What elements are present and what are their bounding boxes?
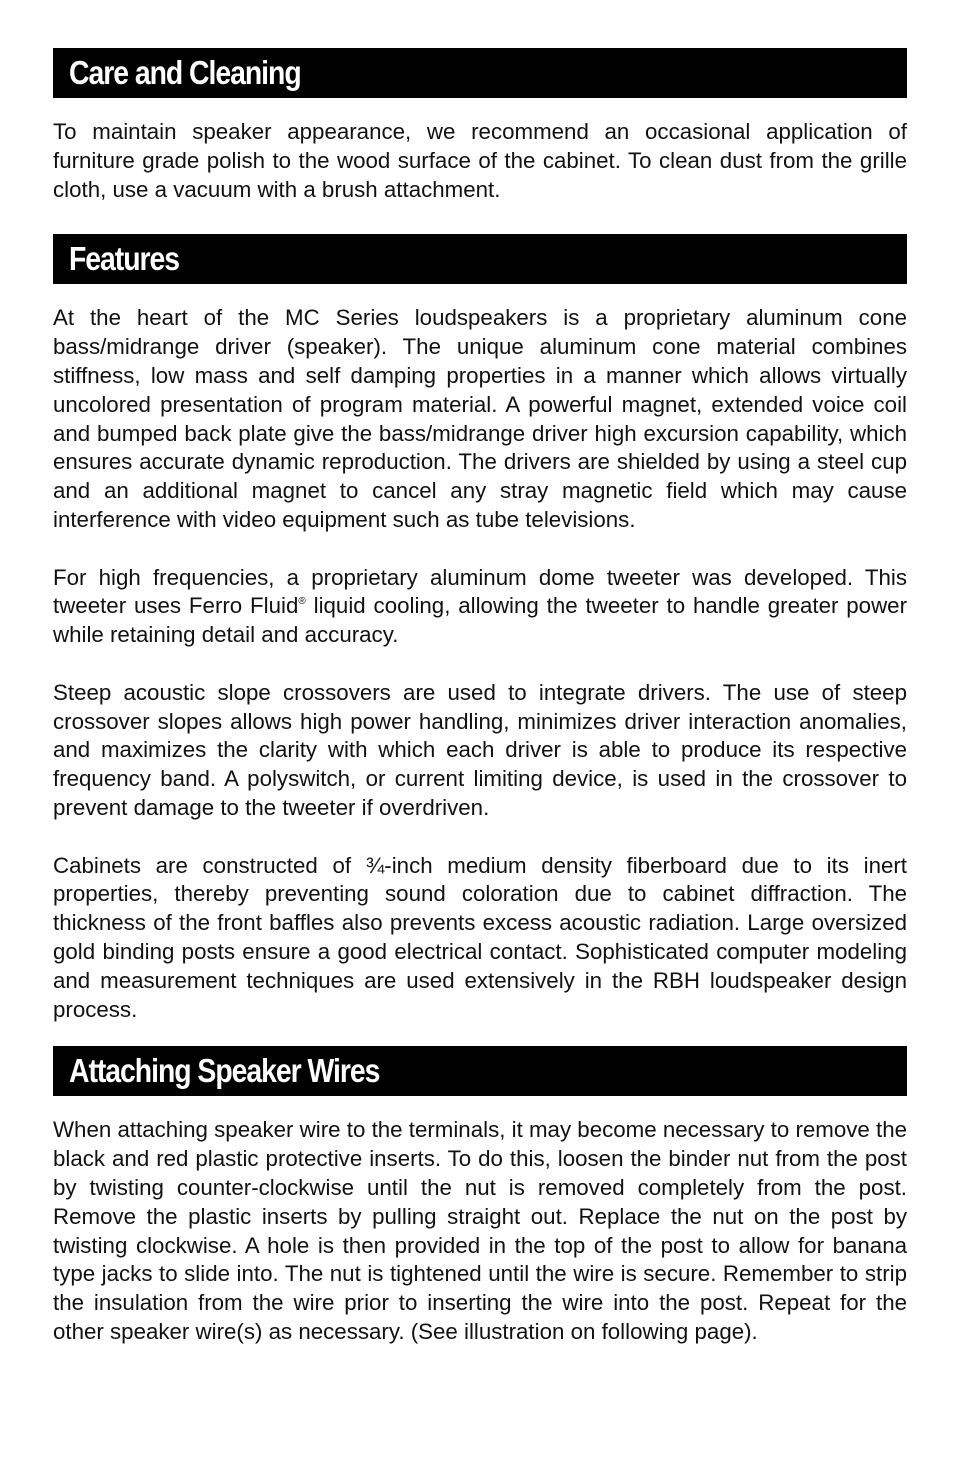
document-page <box>53 48 907 1347</box>
wiring-paragraph: When attaching speaker wire to the terminals, it may become necessary to remove the black and red plastic protective inserts. To do this, loosen the binder nut from the post by twisting counter-clockwise until the nut is removed completely from the post. Remove the plastic inserts by pulling straight out. Replace the nut on the post by twisting clockwise. A hole is then provided in the top of the post to allow for banana type jacks to slide into. The nut is tightened until the wire is secure. Remember to strip the insulation from the wire prior to inserting the wire into the post. Repeat for the other speaker wire(s) as necessary. (See illustration on following page). <box>53 1117 907 1344</box>
section-title: Features <box>69 240 180 278</box>
section-header-care-and-cleaning <box>53 48 907 98</box>
section-header-features <box>53 234 907 284</box>
section-title: Care and Cleaning <box>69 54 301 91</box>
features-paragraph-cabinet: Cabinets are constructed of ¾-inch medium density fiberboard due to its inert properties, thereby preventing sound coloration due to cabinet diffraction. The thickness of the front baffles also prevents excess acoustic radiation. Large oversized gold binding posts ensure a good electrical contact. Sophisticated computer modeling and measurement techniques are used extensively in the RBH loudspeaker design process. <box>53 852 907 1022</box>
features-paragraph-driver: At the heart of the MC Series loudspeakers is a proprietary aluminum cone bass/midrange driver (speaker). The unique aluminum cone material combines stiffness, low mass and self damping properties in a manner which allows virtually uncolored presentation of program material. A powerful magnet, extended voice coil and bumped back plate give the bass/midrange driver high excursion capability, which ensures accurate dynamic reproduction. The drivers are shielded by using a steel cup and an additional magnet to cancel any stray magnetic field which may cause interference with video equipment such as tube televisions. <box>53 305 907 532</box>
registered-mark: ® <box>298 596 306 608</box>
care-paragraph: To maintain speaker appearance, we recommend an occasional application of furniture grade polish to the wood surface of the cabinet. To clean dust from the grille cloth, use a vacuum with a brush attachment. <box>53 119 907 202</box>
section-title: Attaching Speaker Wires <box>69 1052 380 1090</box>
section-header-attaching-speaker-wires <box>53 1046 907 1096</box>
features-paragraph-crossover: Steep acoustic slope crossovers are used to integrate drivers. The use of steep crossover slopes allows high power handling, minimizes driver interaction anomalies, and maximizes the clarity with which each driver is able to produce its respective frequency band. A polyswitch, or current limiting device, is used in the crossover to prevent damage to the tweeter if overdriven. <box>53 679 907 820</box>
features-paragraph-tweeter: For high frequencies, a proprietary aluminum dome tweeter was developed. This tweeter uses Ferro Fluid® liquid cooling, allowing the tweeter to handle greater power while retaining detail and accuracy. <box>53 564 907 648</box>
